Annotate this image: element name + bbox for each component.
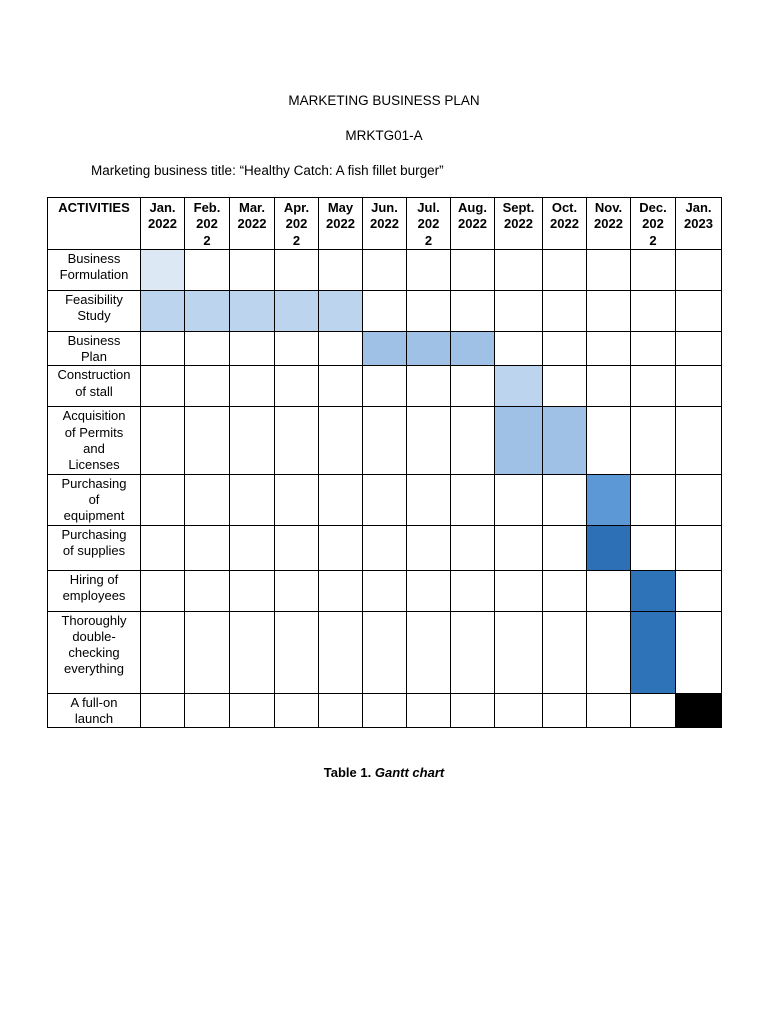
gantt-cell xyxy=(230,407,275,474)
gantt-cell xyxy=(451,525,495,570)
gantt-cell xyxy=(587,570,631,611)
gantt-bar-cell xyxy=(319,290,363,331)
activity-label: Feasibility Study xyxy=(48,290,141,331)
gantt-cell xyxy=(363,525,407,570)
gantt-cell xyxy=(185,249,230,290)
caption-label: Table 1. xyxy=(323,765,372,780)
caption-title: Gantt chart xyxy=(374,765,445,780)
gantt-cell xyxy=(676,290,722,331)
gantt-cell xyxy=(363,474,407,525)
gantt-cell xyxy=(495,693,543,728)
gantt-cell xyxy=(230,331,275,366)
document-code: MRKTG01-A xyxy=(345,128,423,143)
gantt-cell xyxy=(363,611,407,693)
table-row xyxy=(48,366,722,407)
gantt-cell xyxy=(275,331,319,366)
gantt-cell xyxy=(495,611,543,693)
gantt-cell xyxy=(676,249,722,290)
gantt-cell xyxy=(676,570,722,611)
gantt-cell xyxy=(319,407,363,474)
gantt-cell xyxy=(407,407,451,474)
table-row xyxy=(48,525,722,570)
month-header: Jan. 2023 xyxy=(676,198,722,250)
gantt-cell xyxy=(185,474,230,525)
gantt-cell xyxy=(230,611,275,693)
activity-label: Construction of stall xyxy=(48,366,141,407)
gantt-cell xyxy=(141,693,185,728)
gantt-cell xyxy=(141,611,185,693)
gantt-cell xyxy=(185,693,230,728)
gantt-cell xyxy=(631,693,676,728)
gantt-bar-cell xyxy=(543,407,587,474)
business-title: Marketing business title: “Healthy Catch: A fish fillet burger” xyxy=(91,163,444,178)
gantt-cell xyxy=(543,693,587,728)
gantt-cell xyxy=(185,366,230,407)
gantt-bar-cell xyxy=(141,249,185,290)
gantt-cell xyxy=(676,407,722,474)
gantt-cell xyxy=(319,611,363,693)
month-header: Jul. 202 2 xyxy=(407,198,451,250)
gantt-cell xyxy=(275,366,319,407)
gantt-cell xyxy=(451,407,495,474)
gantt-cell xyxy=(319,474,363,525)
gantt-cell xyxy=(495,331,543,366)
table-row xyxy=(48,474,722,525)
gantt-cell xyxy=(275,693,319,728)
gantt-cell xyxy=(363,407,407,474)
gantt-bar-cell xyxy=(363,331,407,366)
activity-label: A full-on launch xyxy=(48,693,141,728)
gantt-cell xyxy=(230,366,275,407)
gantt-cell xyxy=(631,407,676,474)
gantt-bar-cell xyxy=(407,331,451,366)
month-header: Apr. 202 2 xyxy=(275,198,319,250)
gantt-cell xyxy=(407,290,451,331)
gantt-cell xyxy=(543,290,587,331)
gantt-cell xyxy=(185,407,230,474)
gantt-cell xyxy=(275,407,319,474)
gantt-cell xyxy=(676,474,722,525)
activity-label: Acquisition of Permits and Licenses xyxy=(48,407,141,474)
gantt-cell xyxy=(407,249,451,290)
document-title: MARKETING BUSINESS PLAN xyxy=(288,93,480,108)
gantt-body xyxy=(48,249,722,727)
gantt-cell xyxy=(676,366,722,407)
gantt-cell xyxy=(631,525,676,570)
gantt-cell xyxy=(363,366,407,407)
gantt-bar-cell xyxy=(141,290,185,331)
gantt-cell xyxy=(275,570,319,611)
activities-header: ACTIVITIES xyxy=(48,198,141,250)
month-header: Dec. 202 2 xyxy=(631,198,676,250)
activity-label: Business Formulation xyxy=(48,249,141,290)
gantt-cell xyxy=(587,366,631,407)
table-row xyxy=(48,290,722,331)
gantt-cell xyxy=(451,611,495,693)
gantt-cell xyxy=(141,366,185,407)
gantt-cell xyxy=(141,474,185,525)
month-header: Feb. 202 2 xyxy=(185,198,230,250)
gantt-bar-cell xyxy=(230,290,275,331)
month-header: Aug. 2022 xyxy=(451,198,495,250)
gantt-cell xyxy=(543,331,587,366)
gantt-cell xyxy=(407,525,451,570)
gantt-cell xyxy=(141,525,185,570)
gantt-cell xyxy=(141,570,185,611)
gantt-cell xyxy=(451,290,495,331)
gantt-cell xyxy=(631,366,676,407)
gantt-cell xyxy=(676,331,722,366)
gantt-cell xyxy=(631,290,676,331)
gantt-cell xyxy=(185,570,230,611)
gantt-cell xyxy=(543,570,587,611)
gantt-cell xyxy=(319,249,363,290)
gantt-bar-cell xyxy=(631,570,676,611)
gantt-cell xyxy=(363,290,407,331)
activity-label: Business Plan xyxy=(48,331,141,366)
activity-label: Purchasing of equipment xyxy=(48,474,141,525)
table-row xyxy=(48,249,722,290)
gantt-cell xyxy=(676,611,722,693)
gantt-cell xyxy=(185,331,230,366)
table-row xyxy=(48,570,722,611)
gantt-cell xyxy=(587,407,631,474)
gantt-cell xyxy=(230,474,275,525)
gantt-cell xyxy=(230,525,275,570)
gantt-cell xyxy=(319,331,363,366)
gantt-cell xyxy=(587,693,631,728)
gantt-header-row xyxy=(48,198,722,250)
gantt-bar-cell xyxy=(275,290,319,331)
gantt-cell xyxy=(543,249,587,290)
gantt-cell xyxy=(363,570,407,611)
gantt-cell xyxy=(141,407,185,474)
gantt-cell xyxy=(230,693,275,728)
activity-label: Thoroughly double- checking everything xyxy=(48,611,141,693)
gantt-cell xyxy=(543,474,587,525)
activity-label: Hiring of employees xyxy=(48,570,141,611)
gantt-cell xyxy=(185,611,230,693)
gantt-bar-cell xyxy=(495,407,543,474)
month-header: Mar. 2022 xyxy=(230,198,275,250)
gantt-cell xyxy=(631,249,676,290)
gantt-cell xyxy=(587,290,631,331)
gantt-cell xyxy=(407,366,451,407)
gantt-cell xyxy=(407,611,451,693)
gantt-bar-cell xyxy=(451,331,495,366)
gantt-cell xyxy=(631,331,676,366)
gantt-cell xyxy=(319,366,363,407)
gantt-cell xyxy=(407,570,451,611)
month-header: Sept. 2022 xyxy=(495,198,543,250)
gantt-cell xyxy=(495,474,543,525)
gantt-cell xyxy=(543,611,587,693)
gantt-cell xyxy=(451,693,495,728)
gantt-cell xyxy=(185,525,230,570)
gantt-cell xyxy=(363,693,407,728)
gantt-cell xyxy=(587,249,631,290)
gantt-cell xyxy=(141,331,185,366)
gantt-cell xyxy=(543,366,587,407)
month-header: Oct. 2022 xyxy=(543,198,587,250)
table-caption xyxy=(0,765,768,780)
gantt-table xyxy=(47,197,722,728)
gantt-cell xyxy=(407,693,451,728)
gantt-cell xyxy=(495,570,543,611)
gantt-cell xyxy=(676,525,722,570)
gantt-cell xyxy=(587,611,631,693)
gantt-cell xyxy=(451,474,495,525)
gantt-bar-cell xyxy=(676,693,722,728)
gantt-bar-cell xyxy=(587,474,631,525)
gantt-bar-cell xyxy=(631,611,676,693)
month-header: Nov. 2022 xyxy=(587,198,631,250)
table-row xyxy=(48,611,722,693)
gantt-cell xyxy=(495,290,543,331)
gantt-cell xyxy=(275,611,319,693)
gantt-cell xyxy=(495,525,543,570)
gantt-cell xyxy=(230,249,275,290)
gantt-cell xyxy=(451,570,495,611)
gantt-cell xyxy=(495,249,543,290)
gantt-cell xyxy=(275,525,319,570)
activity-label: Purchasing of supplies xyxy=(48,525,141,570)
gantt-cell xyxy=(275,249,319,290)
gantt-bar-cell xyxy=(495,366,543,407)
gantt-cell xyxy=(587,331,631,366)
gantt-cell xyxy=(275,474,319,525)
gantt-cell xyxy=(451,366,495,407)
gantt-cell xyxy=(319,525,363,570)
month-header: Jan. 2022 xyxy=(141,198,185,250)
gantt-cell xyxy=(407,474,451,525)
gantt-bar-cell xyxy=(587,525,631,570)
gantt-cell xyxy=(319,570,363,611)
gantt-cell xyxy=(319,693,363,728)
table-row xyxy=(48,331,722,366)
table-row xyxy=(48,693,722,728)
month-header: May 2022 xyxy=(319,198,363,250)
gantt-cell xyxy=(363,249,407,290)
gantt-cell xyxy=(230,570,275,611)
gantt-cell xyxy=(543,525,587,570)
table-row xyxy=(48,407,722,474)
month-header: Jun. 2022 xyxy=(363,198,407,250)
gantt-bar-cell xyxy=(185,290,230,331)
gantt-cell xyxy=(631,474,676,525)
gantt-cell xyxy=(451,249,495,290)
